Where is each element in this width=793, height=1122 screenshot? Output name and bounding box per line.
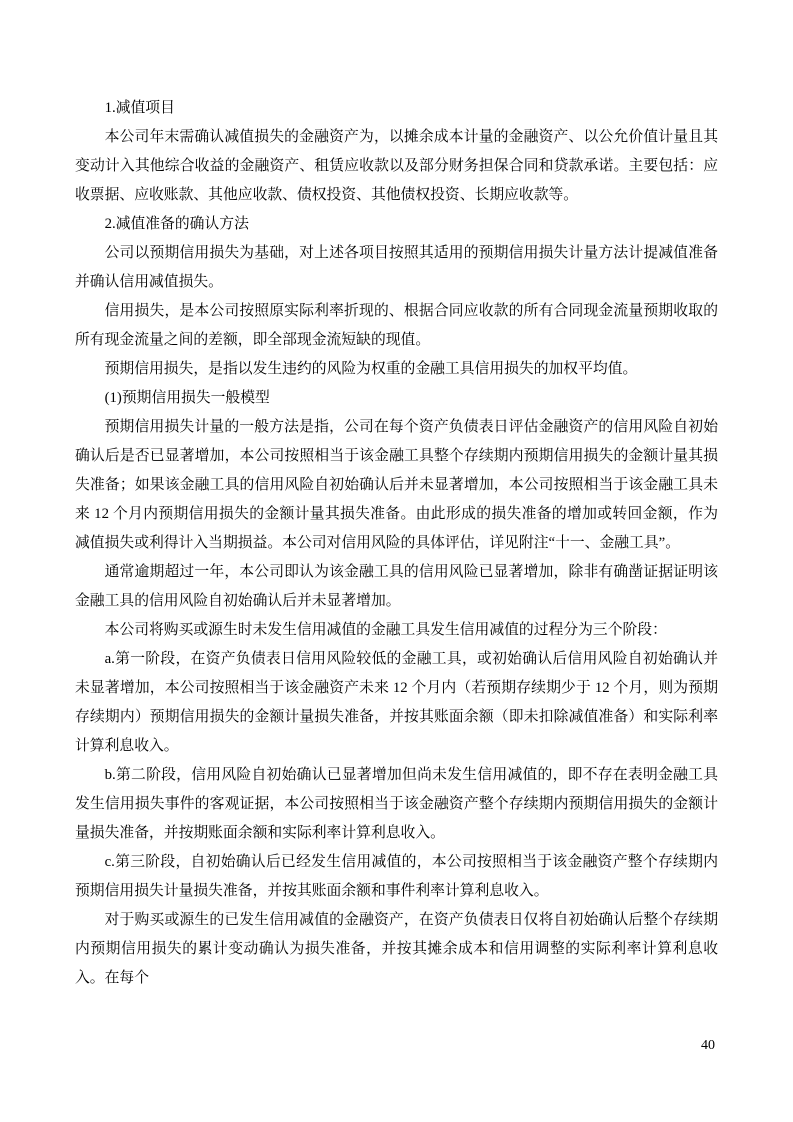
paragraph: c.第三阶段，自初始确认后已经发生信用减值的，本公司按照相当于该金融资产整个存续期内预期信用损失计量损失准备，并按其账面余额和事件利率计算利息收入。 bbox=[75, 854, 718, 899]
paragraph: 预期信用损失计量的一般方法是指，公司在每个资产负债表日评估金融资产的信用风险自初始确认后是否已显著增加，本公司按照相当于该金融工具整个存续期内预期信用损失的金额计量其损失准备；如果该金融工具的信用风险自初始确认后并未显著增加，本公司按照相当于该金融工具未来 12 个月内预期信用损失的金额计量其损失准备。由此形成的损失准备的增加或转回金额，作为减值损失或利得计入当期损益。本公司对信用风险的具体评估，详见附注“十一、金融工具”。 bbox=[75, 419, 718, 551]
paragraph: b.第二阶段，信用风险自初始确认已显著增加但尚未发生信用减值的，即不存在表明金融工具发生信用损失事件的客观证据，本公司按照相当于该金融资产整个存续期内预期信用损失的金额计量损失准备，并按期账面余额和实际利率计算利息收入。 bbox=[75, 767, 718, 841]
paragraph: 本公司将购买或源生时未发生信用减值的金融工具发生信用减值的过程分为三个阶段： bbox=[104, 622, 667, 638]
paragraph: 预期信用损失，是指以发生违约的风险为权重的金融工具信用损失的加权平均值。 bbox=[104, 361, 638, 377]
paragraph: 信用损失，是本公司按照原实际利率折现的、根据合同应收款的所有合同现金流量预期收取的所有现金流量之间的差额，即全部现金流短缺的现值。 bbox=[75, 303, 718, 348]
paragraph: 通常逾期超过一年，本公司即认为该金融工具的信用风险已显著增加，除非有确凿证据证明该金融工具的信用风险自初始确认后并未显著增加。 bbox=[75, 564, 718, 609]
paragraph: a.第一阶段，在资产负债表日信用风险较低的金融工具，或初始确认后信用风险自初始确认并未显著增加，本公司按照相当于该金融资产未来 12 个月内（若预期存续期少于 12 个月，则为预期存续期内）预期信用损失的金额计量损失准备，并按其账面余额（即未扣除减值准备）和实际利率计算利息收入。 bbox=[75, 651, 718, 754]
page-number: 40 bbox=[701, 1038, 715, 1053]
document-body bbox=[75, 94, 718, 993]
paragraph: 对于购买或源生的已发生信用减值的金融资产，在资产负债表日仅将自初始确认后整个存续期内预期信用损失的累计变动确认为损失准备，并按其摊余成本和信用调整的实际利率计算利息收入。在每个 bbox=[75, 912, 718, 986]
section-heading: 2.减值准备的确认方法 bbox=[104, 216, 249, 232]
paragraph: 公司以预期信用损失为基础，对上述各项目按照其适用的预期信用损失计量方法计提减值准备并确认信用减值损失。 bbox=[75, 245, 718, 290]
sub-section-heading: (1)预期信用损失一般模型 bbox=[104, 390, 270, 406]
section-heading: 1.减值项目 bbox=[104, 100, 175, 116]
paragraph: 本公司年末需确认减值损失的金融资产为，以摊余成本计量的金融资产、以公允价值计量且其变动计入其他综合收益的金融资产、租赁应收款以及部分财务担保合同和贷款承诺。主要包括：应收票据、应收账款、其他应收款、债权投资、其他债权投资、长期应收款等。 bbox=[75, 129, 718, 203]
